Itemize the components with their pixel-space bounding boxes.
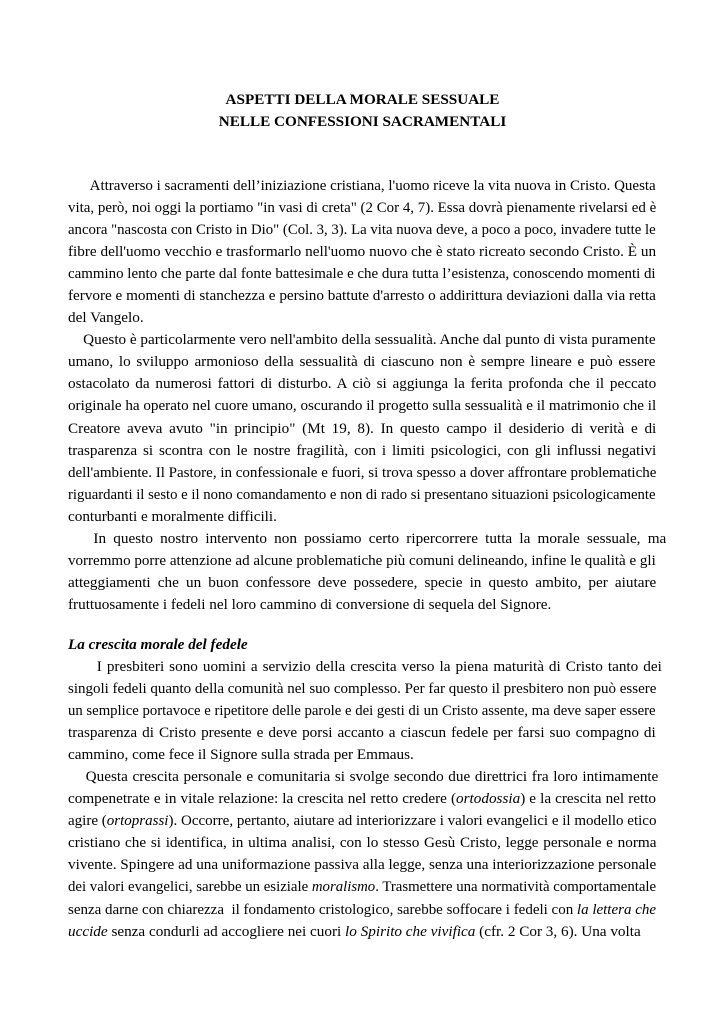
text-segment: trasparenza di Cristo presente e deve porsi accanto a ciascun fedele per farsi suo compagno di (68, 724, 656, 742)
italic-text: ortodossia (456, 790, 521, 808)
text-segment: un semplice portavoce e ripetitore delle parole e dei gesti di un Cristo assente, ma deve saper essere (68, 702, 656, 720)
text-line (68, 506, 656, 528)
text-segment: Questo è particolarmente vero nell'ambito della sessualità. Anche dal punto di vista puramente (68, 331, 656, 349)
text-segment: . Trasmettere una normatività comportamentale (375, 878, 657, 896)
text-segment: fruttuosamente i fedeli nel loro cammino di conversione di sequela del Signore. (68, 595, 552, 613)
text-line (68, 462, 657, 484)
title-line-1: ASPETTI DELLA MORALE SESSUALE (225, 91, 500, 108)
text-line (68, 678, 657, 700)
intro-paragraphs (68, 175, 667, 616)
text-line (68, 722, 656, 744)
text-segment: senza condurli ad accogliere nei cuori (107, 922, 346, 940)
text-segment: Creatore aveva avuto "in principio" (Mt 19, 8). In questo campo il desiderio di verità e di (68, 419, 657, 437)
text-segment: cristiano che si identifica, in ultima analisi, con lo stesso Gesù Cristo, legge personale e norma (68, 834, 657, 852)
text-segment: dell'ambiente. Il Pastore, in confessionale e fuori, si trova spesso a dover affrontare problematiche (68, 463, 657, 481)
text-line (68, 395, 657, 417)
text-line (68, 744, 656, 766)
text-line (68, 854, 656, 876)
text-line (68, 656, 662, 678)
italic-text: lo Spirito che vivifica (345, 922, 476, 940)
text-segment: dei valori evangelici, sarebbe un esiziale (68, 878, 312, 896)
title-line-2: NELLE CONFESSIONI SACRAMENTALI (218, 113, 507, 130)
document-title (0, 89, 725, 133)
italic-text: uccide (68, 922, 108, 940)
text-line (68, 329, 655, 351)
text-line (68, 373, 656, 395)
text-segment: Questa crescita personale e comunitaria si svolge secondo due direttrici fra loro intimamente (68, 768, 659, 786)
text-line (68, 528, 667, 550)
text-segment: ancora "nascosta con Cristo in Dio" (Col. 3, 3). La vita nuova deve, a poco a poco, invadere tutte le (68, 221, 656, 239)
text-segment: cammino, come fece il Signore sulla strada per Emmaus. (68, 746, 414, 764)
section-heading: La crescita morale del fedele (68, 636, 248, 653)
text-line (68, 197, 657, 219)
text-segment: umano, lo sviluppo armonioso della sessualità di ciascuno non è sempre lineare e può essere (68, 353, 656, 371)
text-segment: trasparenza si scontra con le nostre fragilità, con i limiti psicologici, con gli influssi negativi (68, 441, 657, 459)
text-segment: conturbanti e moralmente difficili. (68, 507, 277, 525)
text-line (68, 572, 656, 594)
text-segment: In questo nostro intervento non possiamo certo ripercorrere tutta la morale sessuale, ma (68, 529, 667, 547)
italic-text: moralismo (311, 878, 376, 896)
text-segment: ). Occorre, pertanto, aiutare ad interiorizzare i valori evangelici e il modello etico (168, 812, 657, 830)
text-line (68, 440, 656, 462)
text-segment: agire ( (68, 812, 107, 830)
text-line (68, 351, 656, 373)
text-segment: singoli fedeli quanto della comunità nel suo complesso. Per far questo il presbitero non può essere (68, 680, 657, 698)
text-line (68, 766, 659, 788)
text-segment: fervore e momenti di stanchezza e persino battute d'arresto o addirittura deviazioni dalla via retta (68, 287, 656, 305)
text-segment: ) e la crescita nel retto (520, 790, 657, 808)
text-segment: vita, però, noi oggi la portiamo "in vasi di creta" (2 Cor 4, 7). Essa dovrà pienamente rivelarsi ed è (68, 199, 657, 217)
text-segment: senza darne con chiarezza il fondamento cristologico, sarebbe soffocare i fedeli con (68, 900, 577, 918)
italic-text: la lettera che (576, 900, 656, 918)
text-segment: vorremmo porre attenzione ad alcune problematiche più comuni delineando, infine le qualità e gli (68, 551, 656, 569)
text-line (68, 788, 656, 810)
text-line (68, 484, 656, 506)
text-line (68, 876, 657, 898)
text-segment: Attraverso i sacramenti dell’iniziazione cristiana, l'uomo riceve la vita nuova in Cristo. Questa (68, 177, 656, 194)
text-line (68, 285, 655, 307)
text-segment: vivente. Spingere ad una uniformazione passiva alla legge, senza una interiorizzazione personale (68, 856, 657, 874)
text-line (68, 832, 656, 854)
text-line (68, 263, 656, 285)
text-segment: cammino lento che parte dal fonte battesimale e che dura tutta l’esistenza, conoscendo momenti di (68, 265, 656, 283)
section-paragraphs (68, 656, 662, 943)
text-segment: ostacolato da numerosi fattori di disturbo. A ciò si aggiunga la ferita profonda che il peccato (68, 375, 657, 393)
text-line (68, 550, 656, 572)
text-line (68, 594, 656, 616)
text-segment: originale ha operato nel cuore umano, oscurando il progetto sulla sessualità e il matrimonio che il (68, 397, 657, 415)
text-line (68, 307, 656, 329)
text-line (68, 921, 656, 943)
text-line (68, 700, 656, 722)
text-line (68, 899, 656, 921)
text-line (68, 219, 656, 241)
text-line (68, 810, 657, 832)
text-segment: I presbiteri sono uomini a servizio della crescita verso la piena maturità di Cristo tanto dei (68, 658, 662, 675)
text-segment: atteggiamenti che un buon confessore deve possedere, specie in questo ambito, per aiutare (68, 573, 657, 591)
text-line (68, 241, 656, 263)
text-segment: del Vangelo. (68, 309, 144, 327)
text-segment: (cfr. 2 Cor 3, 6). Una volta (475, 922, 641, 940)
text-line (68, 175, 656, 197)
text-segment: riguardanti il sesto e il nono comandamento e non di rado si presentano situazioni psicologicamente (68, 485, 656, 503)
text-line (68, 418, 656, 440)
italic-text: ortoprassi (106, 812, 169, 830)
text-segment: fibre dell'uomo vecchio e trasformarlo nell'uomo nuovo che è stato ricreato secondo Cristo. È un (68, 243, 657, 261)
text-segment: compenetrate e in vitale relazione: la crescita nel retto credere ( (68, 790, 457, 808)
